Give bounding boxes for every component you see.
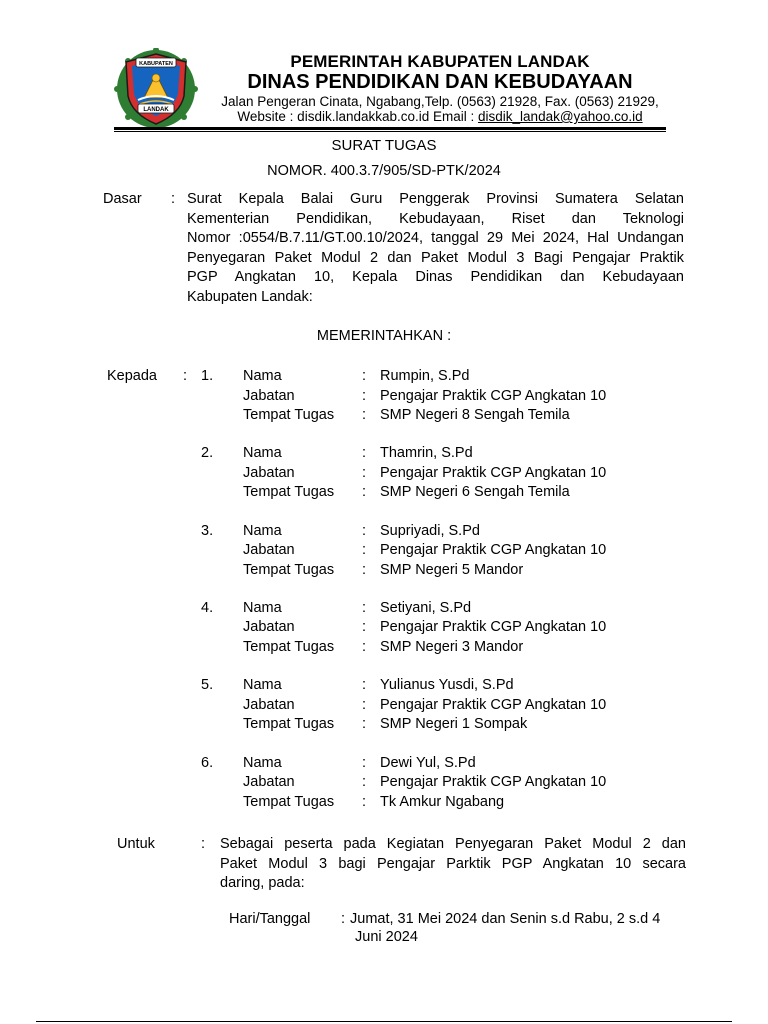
- recipient-nama: Rumpin, S.Pd: [380, 368, 470, 384]
- untuk-colon: :: [201, 836, 206, 852]
- document-title: SURAT TUGAS: [331, 137, 437, 154]
- recipient-tempat: SMP Negeri 3 Mandor: [380, 638, 524, 655]
- recipient-field-colon: :: [362, 484, 367, 501]
- letterhead-rule-thick: [114, 127, 666, 130]
- recipient-field-label: Nama: [243, 677, 282, 694]
- recipient-field-label: Jabatan: [243, 542, 295, 559]
- recipient-number: 3.: [201, 522, 214, 539]
- recipient-jabatan: Pengajar Praktik CGP Angkatan 10: [380, 774, 607, 790]
- recipient-field-colon: :: [362, 522, 367, 539]
- recipient-field-colon: :: [362, 754, 367, 771]
- recipient-tempat: Tk Amkur Ngabang: [380, 793, 505, 810]
- recipient-field-label: Tempat Tugas: [243, 407, 335, 423]
- dasar-text: [187, 190, 684, 307]
- untuk-line: Sebagai peserta pada Kegiatan Penyegaran Paket Modul 2 dan: [220, 836, 686, 852]
- letterhead-email-link[interactable]: disdik_landak@yahoo.co.id: [478, 109, 643, 124]
- recipient-field-label: Jabatan: [243, 387, 295, 404]
- recipient-field-colon: :: [362, 407, 367, 423]
- recipient-nama: Thamrin, S.Pd: [380, 445, 473, 462]
- recipient-field-label: Tempat Tugas: [243, 716, 335, 733]
- dasar-line: Surat Kepala Balai Guru Penggerak Provinsi Sumatera Selatan: [187, 191, 684, 207]
- page-bottom-rule: [36, 1021, 732, 1022]
- dasar-label: Dasar: [103, 191, 142, 207]
- recipient-field-colon: :: [362, 619, 367, 636]
- recipient-field-label: Nama: [243, 754, 282, 771]
- schedule-label: Hari/Tanggal: [229, 911, 311, 927]
- recipient-field-label: Tempat Tugas: [243, 638, 335, 655]
- recipient-jabatan: Pengajar Praktik CGP Angkatan 10: [380, 387, 607, 404]
- recipient-field-label: Tempat Tugas: [243, 561, 335, 578]
- recipient-field-label: Nama: [243, 368, 282, 384]
- recipient-tempat: SMP Negeri 5 Mandor: [380, 561, 524, 578]
- recipient-field-label: Nama: [243, 599, 282, 616]
- recipient-field-label: Jabatan: [243, 774, 295, 790]
- recipient-number: 1.: [201, 368, 214, 384]
- recipient-field-label: Jabatan: [243, 619, 295, 636]
- untuk-text: [220, 835, 686, 894]
- recipient-nama: Dewi Yul, S.Pd: [380, 754, 476, 771]
- logo-text-top: KABUPATEN: [139, 61, 173, 67]
- recipient-field-colon: :: [362, 696, 367, 713]
- logo-text-bottom: LANDAK: [143, 107, 169, 113]
- recipient-number: 6.: [201, 754, 214, 771]
- recipient-nama: Yulianus Yusdi, S.Pd: [380, 677, 514, 694]
- dasar-line: Penyegaran Paket Modul 2 dan Paket Modul 3 Bagi Pengajar Praktik: [187, 249, 684, 266]
- recipient-nama: Supriyadi, S.Pd: [380, 522, 480, 539]
- recipient-jabatan: Pengajar Praktik CGP Angkatan 10: [380, 619, 607, 636]
- recipient-nama: Setiyani, S.Pd: [380, 599, 472, 616]
- recipient-jabatan: Pengajar Praktik CGP Angkatan 10: [380, 464, 607, 481]
- regency-logo: [114, 48, 198, 130]
- recipient-field-colon: :: [362, 793, 367, 810]
- letterhead-address: Jalan Pengeran Cinata, Ngabang,Telp. (0563) 21928, Fax. (0563) 21929,: [221, 94, 659, 109]
- recipient-field-label: Tempat Tugas: [243, 484, 335, 501]
- letterhead-contact: [200, 109, 680, 124]
- recipient-field-label: Nama: [243, 445, 282, 462]
- recipient-field-colon: :: [362, 561, 367, 578]
- letterhead-website: Website : disdik.landakkab.co.id Email :: [237, 109, 479, 124]
- recipient-field-colon: :: [362, 638, 367, 655]
- recipient-field-label: Tempat Tugas: [243, 793, 335, 810]
- recipient-tempat: SMP Negeri 8 Sengah Temila: [380, 407, 570, 423]
- kepada-colon: :: [183, 368, 188, 384]
- schedule-value-continued: Juni 2024: [355, 929, 418, 945]
- recipient-tempat: SMP Negeri 1 Sompak: [380, 716, 528, 733]
- command-heading: MEMERINTAHKAN :: [316, 328, 452, 344]
- untuk-label: Untuk: [117, 836, 155, 852]
- recipient-field-colon: :: [362, 368, 367, 384]
- recipient-field-colon: :: [362, 387, 367, 404]
- schedule-colon: :: [341, 911, 346, 927]
- recipient-field-label: Jabatan: [243, 464, 295, 481]
- recipient-number: 2.: [201, 445, 214, 462]
- recipient-jabatan: Pengajar Praktik CGP Angkatan 10: [380, 542, 607, 559]
- dasar-colon: :: [171, 191, 176, 207]
- recipient-field-colon: :: [362, 677, 367, 694]
- recipient-number: 5.: [201, 677, 214, 694]
- recipient-field-colon: :: [362, 599, 367, 616]
- schedule-value: Jumat, 31 Mei 2024 dan Senin s.d Rabu, 2 s.d 4: [350, 911, 661, 927]
- letterhead-rule-thin: [114, 131, 666, 132]
- untuk-line: daring, pada:: [220, 875, 305, 891]
- dasar-line: Kabupaten Landak:: [187, 288, 313, 305]
- recipient-field-colon: :: [362, 464, 367, 481]
- untuk-line: Paket Modul 3 bagi Pengajar Parktik PGP Angkatan 10 secara: [220, 855, 686, 872]
- dasar-line: PGP Angkatan 10, Kepala Dinas Pendidikan dan Kebudayaan: [187, 269, 684, 285]
- recipient-field-colon: :: [362, 716, 367, 733]
- recipient-jabatan: Pengajar Praktik CGP Angkatan 10: [380, 696, 607, 713]
- recipient-field-label: Jabatan: [243, 696, 295, 713]
- recipient-field-label: Nama: [243, 522, 282, 539]
- letterhead-government: PEMERINTAH KABUPATEN LANDAK: [290, 52, 590, 71]
- kepada-label: Kepada: [107, 368, 157, 384]
- recipient-number: 4.: [201, 599, 214, 616]
- dasar-line: Nomor :0554/B.7.11/GT.00.10/2024, tanggal 29 Mei 2024, Hal Undangan: [187, 230, 684, 246]
- document-number: NOMOR. 400.3.7/905/SD-PTK/2024: [267, 163, 501, 179]
- letterhead-agency: DINAS PENDIDIKAN DAN KEBUDAYAAN: [247, 71, 633, 93]
- recipient-field-colon: :: [362, 445, 367, 462]
- recipient-tempat: SMP Negeri 6 Sengah Temila: [380, 484, 570, 501]
- recipient-field-colon: :: [362, 542, 367, 559]
- dasar-line: Kementerian Pendidikan, Kebudayaan, Riset dan Teknologi: [187, 210, 684, 227]
- recipient-field-colon: :: [362, 774, 367, 790]
